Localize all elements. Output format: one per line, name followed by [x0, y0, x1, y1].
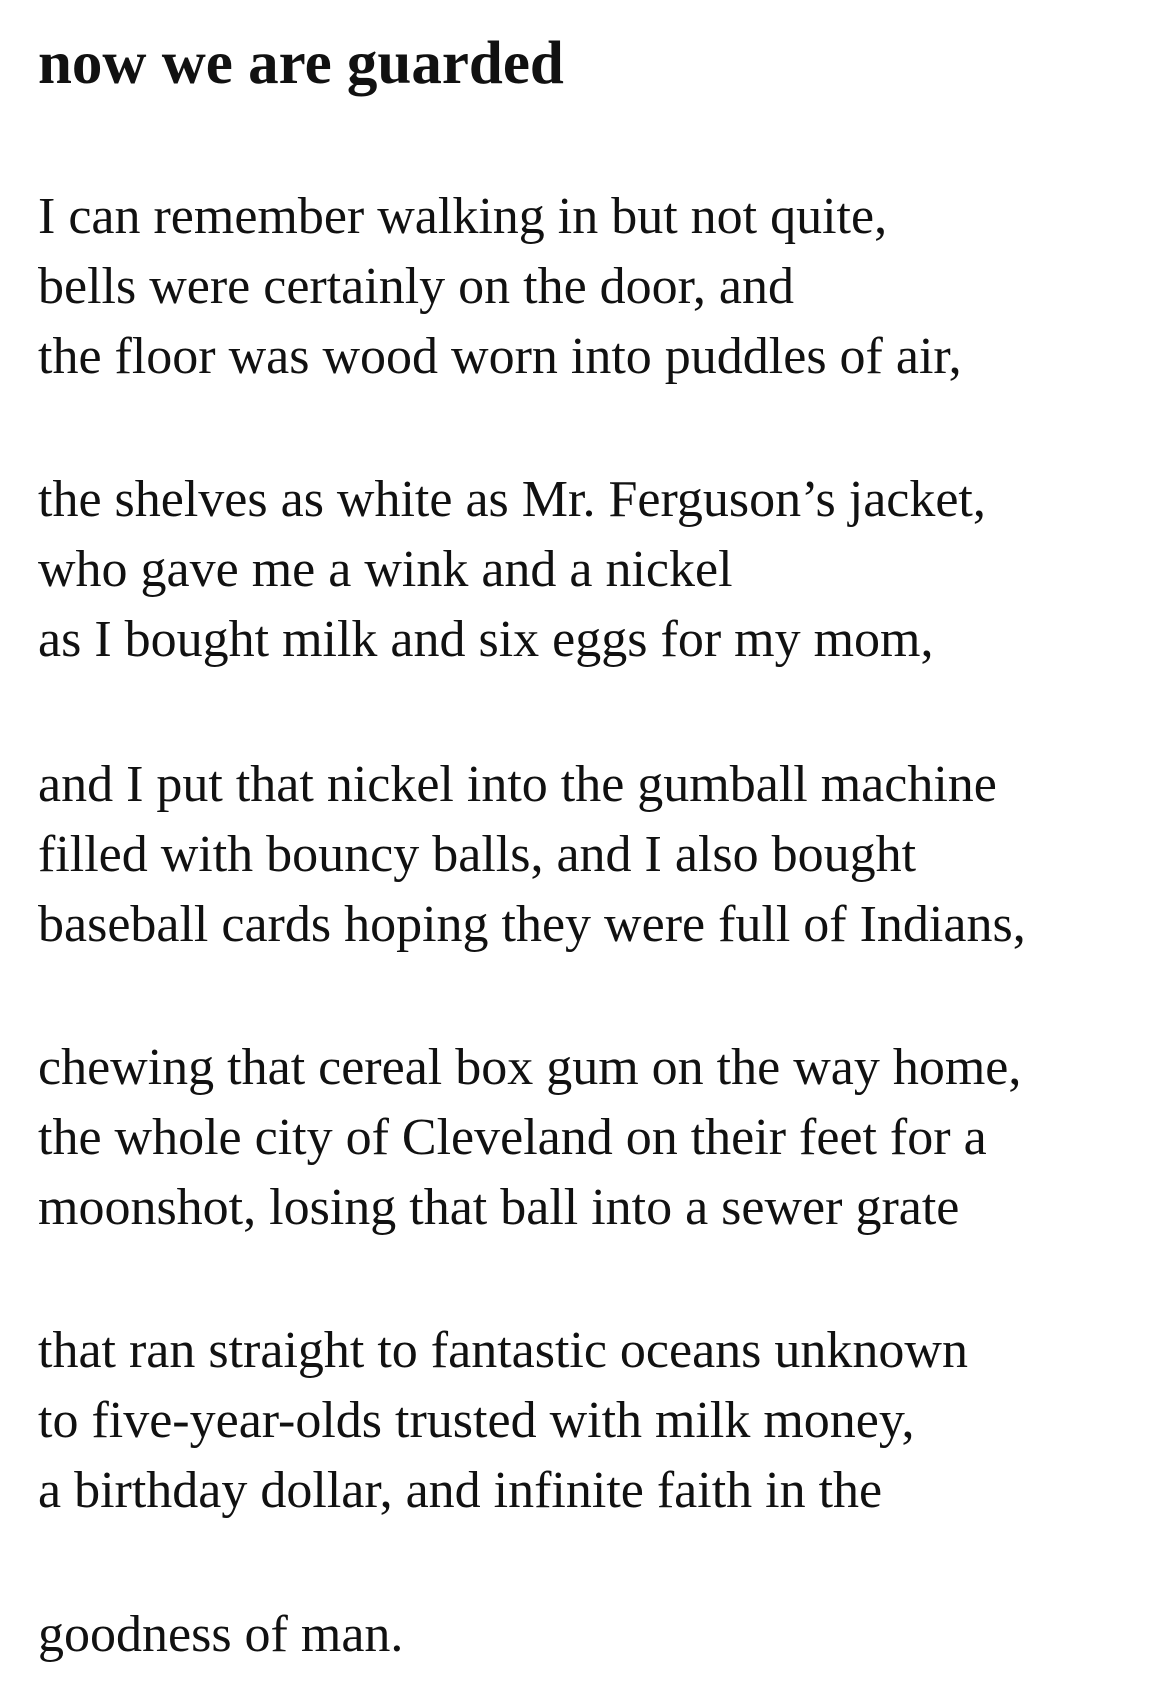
poem-line: the shelves as white as Mr. Ferguson’s jacket,	[38, 471, 986, 528]
poem-line: who gave me a wink and a nickel	[38, 541, 733, 598]
stanza-5	[38, 1316, 968, 1526]
poem-line: and I put that nickel into the gumball machine	[38, 756, 997, 813]
poem-line: that ran straight to fantastic oceans unknown	[38, 1322, 968, 1379]
stanza-4	[38, 1033, 1021, 1243]
poem-line: a birthday dollar, and infinite faith in the	[38, 1462, 883, 1519]
poem-title: now we are guarded	[38, 30, 564, 97]
poem-line: the floor was wood worn into puddles of air,	[38, 328, 962, 385]
poem-line: as I bought milk and six eggs for my mom,	[38, 611, 934, 668]
poem-line: the whole city of Cleveland on their feet for a	[38, 1109, 987, 1166]
stanza-3	[38, 750, 1026, 960]
poem-line: filled with bouncy balls, and I also bought	[38, 826, 917, 883]
poem-line: moonshot, losing that ball into a sewer grate	[38, 1179, 960, 1236]
stanza-1	[38, 182, 962, 392]
poem-line: baseball cards hoping they were full of Indians,	[38, 896, 1026, 953]
poem-line: goodness of man.	[38, 1606, 404, 1663]
poem-line: bells were certainly on the door, and	[38, 258, 794, 315]
stanza-6	[38, 1600, 403, 1670]
poem-line: to five-year-olds trusted with milk money,	[38, 1392, 915, 1449]
poem-line: I can remember walking in but not quite,	[38, 188, 888, 245]
stanza-2	[38, 465, 986, 675]
poem-line: chewing that cereal box gum on the way home,	[38, 1039, 1022, 1096]
